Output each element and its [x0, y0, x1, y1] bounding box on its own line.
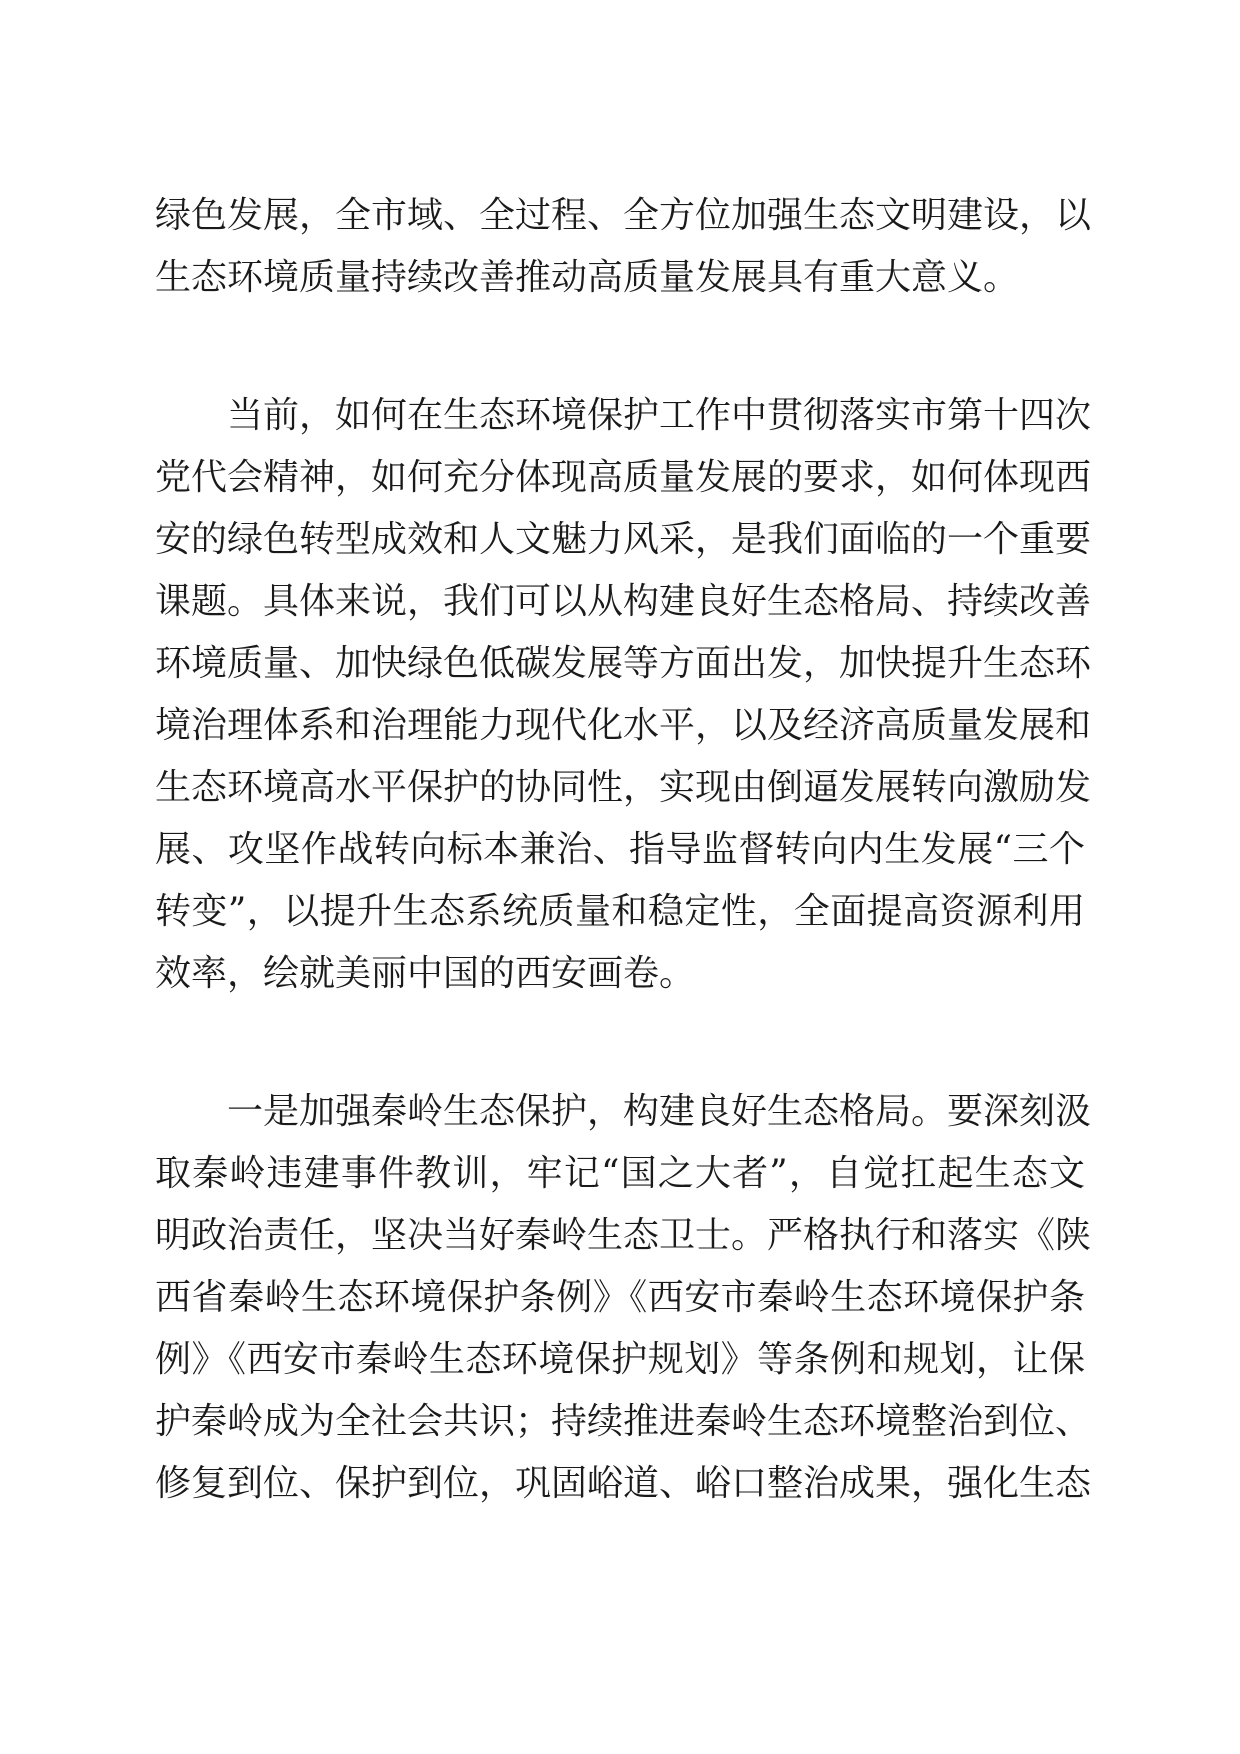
paragraph-2-line-5: 环境质量、加快绿色低碳发展等方面出发，加快提升生态环 — [155, 643, 1092, 684]
paragraph-3-line-4: 西省秦岭生态环境保护条例》《西安市秦岭生态环境保护条 — [155, 1277, 1085, 1318]
paragraph-1-line-2: 生态环境质量持续改善推动高质量发展具有重大意义。 — [155, 257, 1020, 298]
paragraph-3-line-5: 例》《西安市秦岭生态环境保护规划》等条例和规划，让保 — [155, 1339, 1085, 1380]
paragraph-2-line-1: 当前，如何在生态环境保护工作中贯彻落实市第十四次 — [227, 395, 1092, 436]
paragraph-3-line-1: 一是加强秦岭生态保护，构建良好生态格局。要深刻汲 — [227, 1091, 1092, 1132]
paragraph-2-line-6: 境治理体系和治理能力现代化水平，以及经济高质量发展和 — [155, 705, 1092, 746]
paragraph-2-line-10: 效率，绘就美丽中国的西安画卷。 — [155, 953, 696, 994]
paragraph-2-line-7: 生态环境高水平保护的协同性，实现由倒逼发展转向激励发 — [155, 767, 1092, 808]
paragraph-2-line-9: 转变”，以提升生态系统质量和稳定性，全面提高资源利用 — [155, 891, 1085, 932]
paragraph-3-line-7: 修复到位、保护到位，巩固峪道、峪口整治成果，强化生态 — [155, 1463, 1092, 1504]
paragraph-3-line-3: 明政治责任，坚决当好秦岭生态卫士。严格执行和落实《陕 — [155, 1215, 1092, 1256]
paragraph-2-line-4: 课题。具体来说，我们可以从构建良好生态格局、持续改善 — [155, 581, 1092, 622]
paragraph-2-line-3: 安的绿色转型成效和人文魅力风采，是我们面临的一个重要 — [155, 519, 1092, 560]
paragraph-1-line-1: 绿色发展，全市域、全过程、全方位加强生态文明建设，以 — [155, 195, 1092, 236]
paragraph-3-line-2: 取秦岭违建事件教训，牢记“国之大者”，自觉扛起生态文 — [155, 1153, 1085, 1194]
paragraph-2-line-8: 展、攻坚作战转向标本兼治、指导监督转向内生发展“三个 — [155, 829, 1085, 870]
paragraph-3-line-6: 护秦岭成为全社会共识；持续推进秦岭生态环境整治到位、 — [155, 1401, 1092, 1442]
paragraph-2-line-2: 党代会精神，如何充分体现高质量发展的要求，如何体现西 — [155, 457, 1092, 498]
